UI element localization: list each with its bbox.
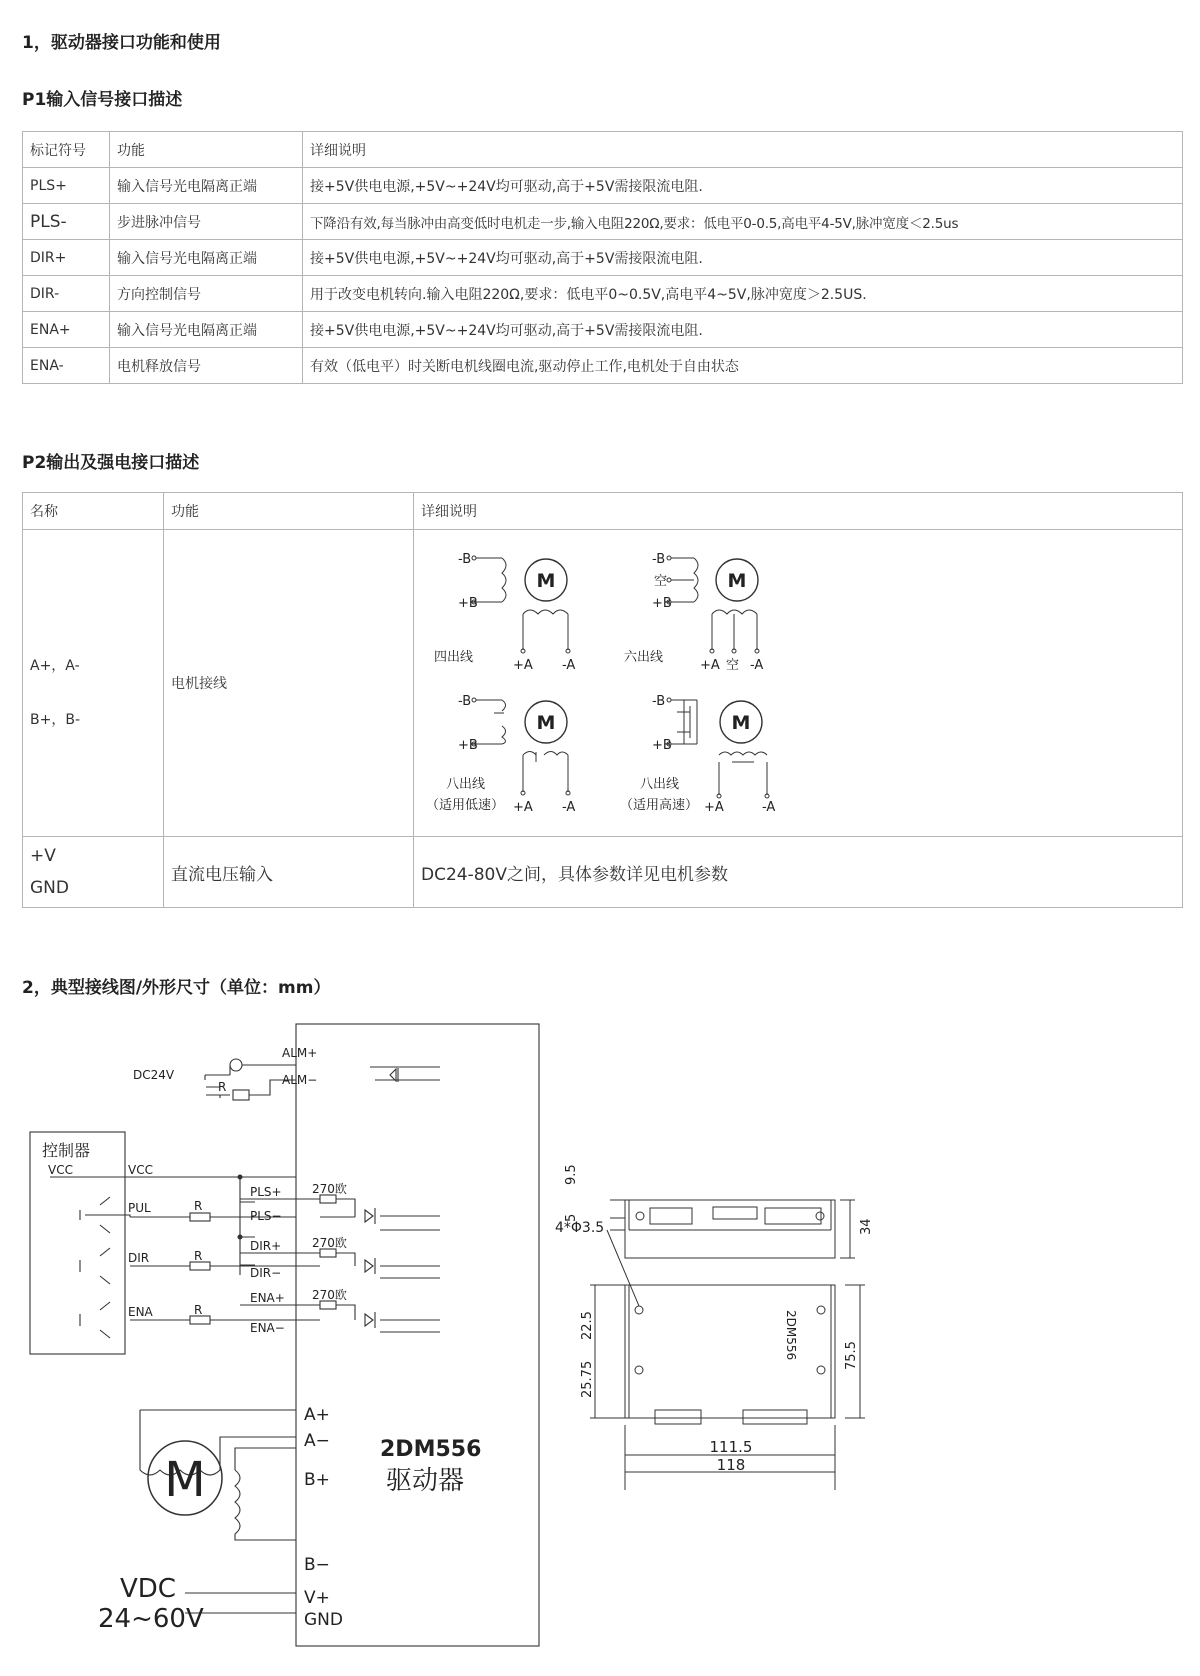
function-cell: 输入信号光电隔离正端 [110,240,303,276]
dim-111-5: 111.5 [709,1438,753,1456]
pul-label: PUL [128,1201,151,1215]
wire-type-label: 四出线 [434,650,474,665]
alm-minus-label: ALM− [282,1073,318,1087]
function-cell: 直流电压输入 [164,837,414,908]
p2-title: P2输出及强电接口描述 [22,453,200,473]
pin-label: +A [704,800,724,815]
detail-cell: 下降沿有效,每当脉冲由高变低时电机走一步,输入电阻220Ω,要求：低电平0-0.5,高电平4-5V,脉冲宽度＜2.5us [303,204,1183,240]
section1-title: 1，驱动器接口功能和使用 [22,33,221,53]
detail-cell: 用于改变电机转向.输入电阻220Ω,要求：低电平0~0.5V,高电平4~5V,脉冲宽度＞2.5US. [303,276,1183,312]
function-cell: 电机接线 [164,530,414,837]
wiring-diagram [20,1020,600,1650]
b-plus-label: B+ [304,1470,330,1490]
table-row [23,240,1183,276]
dim-34: 34 [859,1218,874,1235]
header-cell: 详细说明 [303,132,1183,168]
detail-cell: 有效（低电平）时关断电机线圈电流,驱动停止工作,电机处于自由状态 [303,348,1183,384]
vdc-range-label: 24~60V [98,1604,204,1634]
pin-label: -A [762,800,776,815]
pin-label: -A [562,658,576,673]
motor-wiring-diagrams [414,530,814,836]
table-header-row [23,132,1183,168]
symbol-cell: ENA- [23,348,110,384]
table-row [23,276,1183,312]
a-plus-label: A+ [304,1405,330,1425]
table-row [23,312,1183,348]
function-cell: 步进脉冲信号 [110,204,303,240]
p2-table [22,492,1183,908]
pin-label: +B [652,738,672,753]
dim-5: 5 [564,1213,579,1222]
vcc-left-label: VCC [48,1163,73,1177]
symbol-cell: PLS+ [23,168,110,204]
function-cell: 输入信号光电隔离正端 [110,312,303,348]
res270-label: 270欧 [312,1288,347,1302]
pin-label: +B [458,738,478,753]
dim-25-75: 25.75 [580,1360,595,1398]
pin-label: +A [513,800,533,815]
driver-box [296,1024,539,1646]
wire-type-label: 八出线 [446,777,486,792]
function-cell: 输入信号光电隔离正端 [110,168,303,204]
eight-wire-high-diagram [667,698,769,798]
res270-label: 270欧 [312,1236,347,1250]
symbol-cell: DIR- [23,276,110,312]
function-cell: 方向控制信号 [110,276,303,312]
ena-plus-label: ENA+ [250,1291,285,1305]
resistor-label: R [194,1249,203,1263]
pls-plus-label: PLS+ [250,1185,282,1199]
vcc-label: VCC [128,1163,153,1177]
wire-type-sub: （适用低速） [426,798,505,813]
pin-label: 空 [654,574,668,589]
name-line: B+，B- [30,712,80,728]
vdc-label: VDC [120,1574,176,1604]
motor-label: M [731,712,751,734]
pin-label: -A [750,658,764,673]
dim-holes: 4*Φ3.5 [555,1220,605,1236]
table-row [23,204,1183,240]
header-cell: 标记符号 [23,132,110,168]
wire-type-sub: （适用高速） [620,798,699,813]
p1-title: P1输入信号接口描述 [22,90,183,110]
resistor-label: R [218,1080,227,1094]
name-cell [23,530,164,837]
pin-label: -B [652,552,666,567]
dim-model-label: 2DM556 [784,1310,798,1361]
dir-label: DIR [128,1251,150,1265]
name-line: A+，A- [30,658,80,674]
driver-model-label: 2DM556 [380,1437,482,1462]
res270-label: 270欧 [312,1182,347,1196]
name-cell [23,837,164,908]
dim-22-5: 22.5 [580,1311,595,1340]
alm-plus-label: ALM+ [282,1046,318,1060]
detail-cell: 接+5V供电电源,+5V~+24V均可驱动,高于+5V需接限流电阻. [303,168,1183,204]
pin-label: +A [513,658,533,673]
header-cell: 详细说明 [414,493,1183,530]
function-cell: 电机释放信号 [110,348,303,384]
wire-type-label: 八出线 [640,777,680,792]
name-line: GND [30,878,69,898]
ena-label: ENA [128,1305,153,1319]
detail-cell: DC24-80V之间，具体参数详见电机参数 [414,837,1183,908]
dim-118: 118 [716,1456,746,1474]
wiring-diagrams-cell [414,530,1183,837]
pls-minus-label: PLS− [250,1209,282,1223]
table-header-row [23,493,1183,530]
table-row [23,837,1183,908]
controller-label: 控制器 [42,1141,91,1160]
table-row [23,348,1183,384]
pin-label: -A [562,800,576,815]
ena-minus-label: ENA− [250,1321,285,1335]
pin-label: +B [458,596,478,611]
dc24v-label: DC24V [133,1068,175,1082]
symbol-cell: PLS- [23,204,110,240]
section2-title: 2，典型接线图/外形尺寸（单位：mm） [22,978,331,998]
dim-9-5: 9.5 [564,1164,579,1185]
detail-cell: 接+5V供电电源,+5V~+24V均可驱动,高于+5V需接限流电阻. [303,240,1183,276]
header-cell: 名称 [23,493,164,530]
a-minus-label: A− [304,1431,330,1451]
pin-label: +B [652,596,672,611]
controller-box [30,1132,125,1354]
pin-label: +A [700,658,720,673]
pin-label: -B [652,694,666,709]
header-cell: 功能 [164,493,414,530]
v-plus-label: V+ [304,1588,330,1608]
motor-label: M [164,1452,206,1508]
dim-75-5: 75.5 [844,1341,859,1370]
resistor-label: R [194,1303,203,1317]
dir-plus-label: DIR+ [250,1239,282,1253]
dimension-drawings [555,1160,885,1510]
name-line: +V [30,846,56,866]
pin-label: -B [458,694,472,709]
symbol-cell: DIR+ [23,240,110,276]
p1-table [22,131,1183,384]
wire-type-label: 六出线 [624,650,664,665]
dir-minus-label: DIR− [250,1266,282,1280]
motor-label: M [727,570,747,592]
resistor-label: R [194,1199,203,1213]
motor-label: M [536,712,556,734]
b-minus-label: B− [304,1555,330,1575]
gnd-label: GND [304,1610,343,1630]
pin-label: 空 [726,658,740,673]
driver-name-label: 驱动器 [386,1466,465,1496]
pin-label: -B [458,552,472,567]
table-row [23,168,1183,204]
table-row [23,530,1183,837]
motor-label: M [536,570,556,592]
symbol-cell: ENA+ [23,312,110,348]
detail-cell: 接+5V供电电源,+5V~+24V均可驱动,高于+5V需接限流电阻. [303,312,1183,348]
header-cell: 功能 [110,132,303,168]
